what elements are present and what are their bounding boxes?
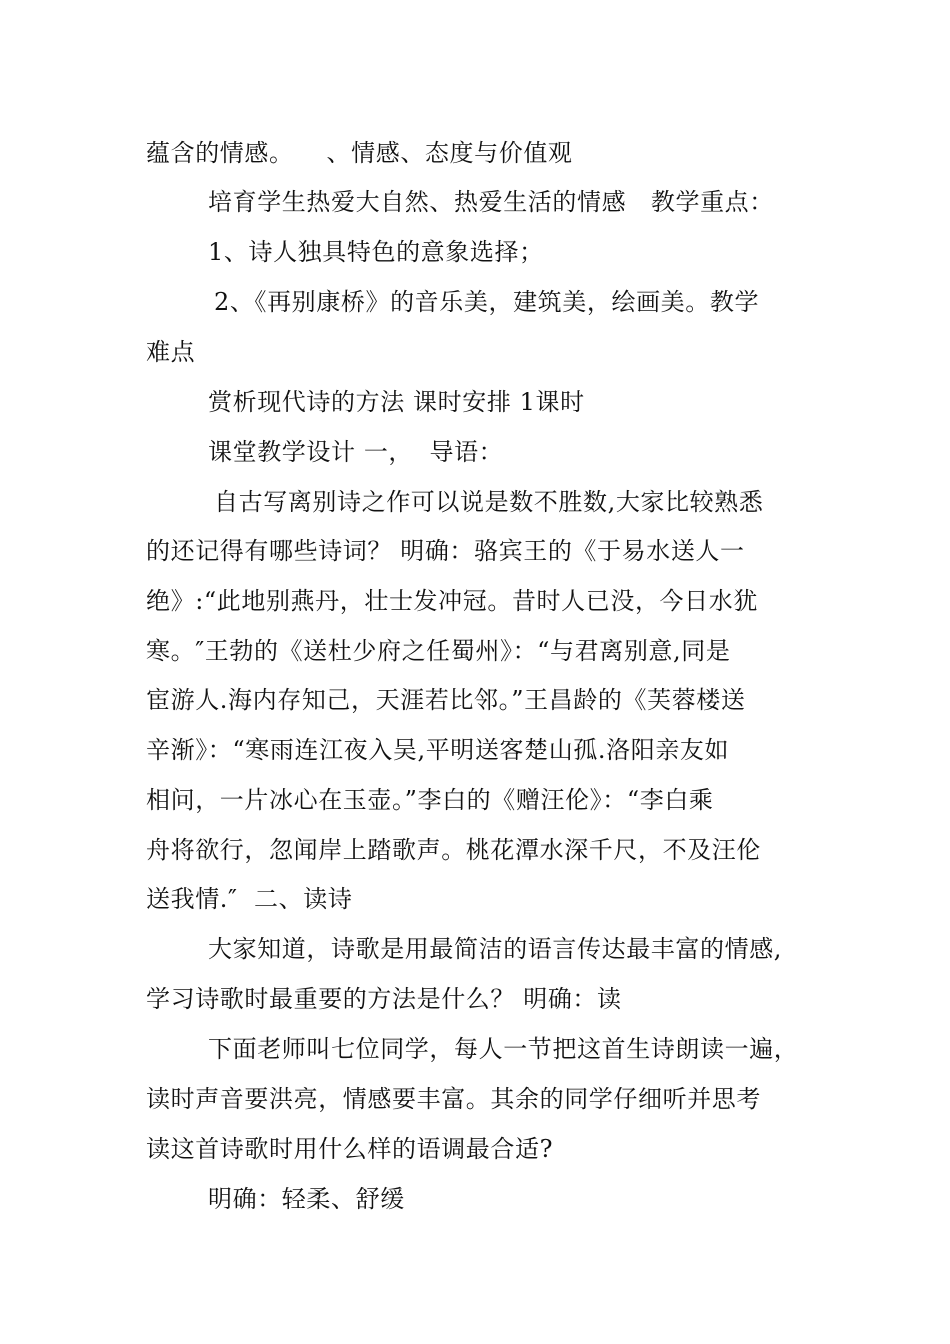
text-line: 舟将欲行，忽闻岸上踏歌声。桃花潭水深千尺，不及汪伦 xyxy=(146,836,761,864)
text-line: 明确：轻柔、舒缓 xyxy=(208,1185,405,1213)
text-line: 培育学生热爱大自然、热爱生活的情感 教学重点： xyxy=(208,188,774,216)
text-line: 送我情.″ 二、读诗 xyxy=(146,885,353,913)
text-line: 自古写离别诗之作可以说是数不胜数,大家比较熟悉 xyxy=(214,488,764,516)
text-line: 下面老师叫七位同学，每人一节把这首生诗朗读一遍， xyxy=(208,1035,799,1063)
text-line: 课堂教学设计 一， 导语： xyxy=(208,438,504,466)
text-line: 宦游人.海内存知己，天涯若比邻。”王昌龄的《芙蓉楼送 xyxy=(146,686,746,714)
text-line: 辛渐》：“寒雨连江夜入吴,平明送客楚山孤.洛阳亲友如 xyxy=(146,736,730,764)
text-line: 绝》:“此地别燕丹，壮士发冲冠。昔时人已没，今日水犹 xyxy=(146,587,758,615)
text-line: 蕴含的情感。 、情感、态度与价值观 xyxy=(146,139,573,167)
text-line: 寒。″王勃的《送杜少府之任蜀州》：“与君离别意,同是 xyxy=(146,637,731,665)
text-line: 学习诗歌时最重要的方法是什么？ 明确：读 xyxy=(146,985,622,1013)
text-line: 读时声音要洪亮，情感要丰富。其余的同学仔细听并思考 xyxy=(146,1085,761,1113)
text-line: 大家知道，诗歌是用最简洁的语言传达最丰富的情感, xyxy=(208,935,783,963)
text-line: 2、《再别康桥》的音乐美，建筑美，绘画美。教学 xyxy=(214,288,760,316)
text-line: 赏析现代诗的方法 课时安排 1课时 xyxy=(208,388,585,416)
text-line: 1、诗人独具特色的意象选择； xyxy=(208,238,544,266)
text-line: 读这首诗歌时用什么样的语调最合适? xyxy=(146,1135,554,1163)
text-line: 相问，一片冰心在玉壶。”李白的《赠汪伦》：“李白乘 xyxy=(146,786,714,814)
text-line: 的还记得有哪些诗词？ 明确：骆宾王的《于易水送人一 xyxy=(146,537,745,565)
text-line: 难点 xyxy=(146,338,196,366)
